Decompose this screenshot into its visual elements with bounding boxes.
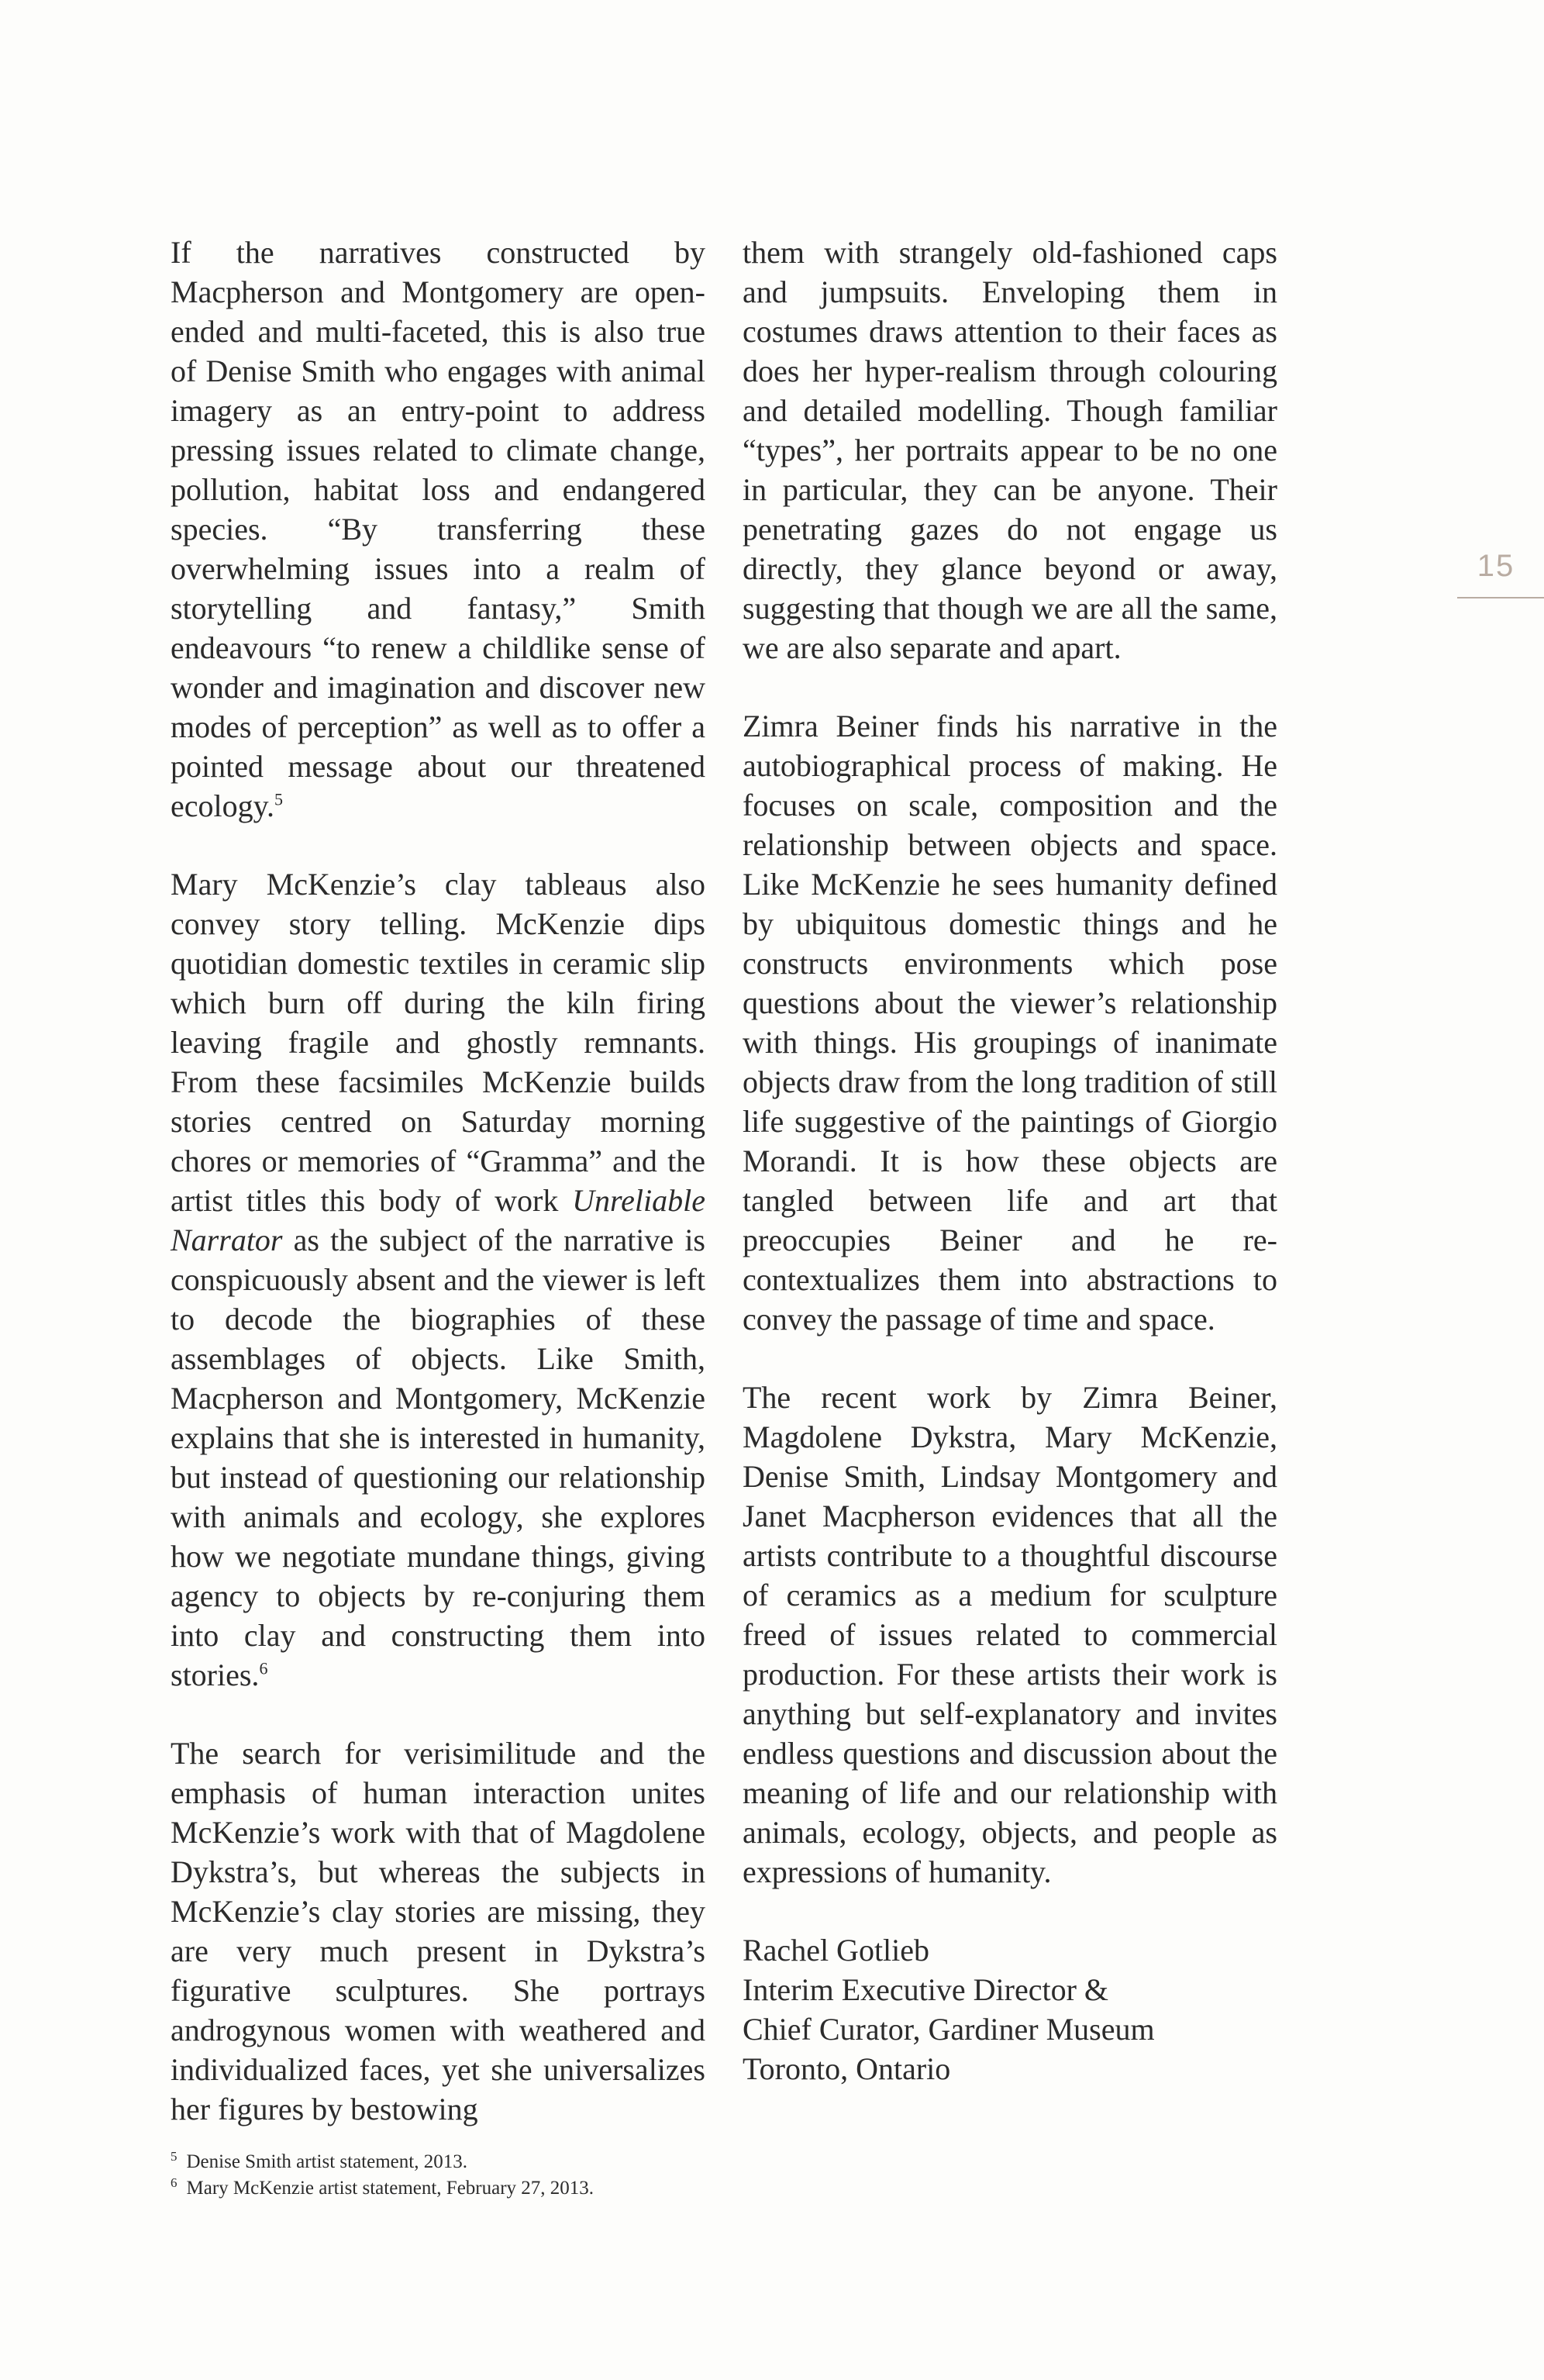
footnote-text: Denise Smith artist statement, 2013.	[186, 2151, 467, 2172]
author-title: Interim Executive Director &	[743, 1972, 1109, 2007]
footnote-number: 5	[171, 2148, 177, 2164]
left-column	[171, 233, 705, 2168]
author-title: Chief Curator, Gardiner Museum	[743, 2012, 1155, 2047]
paragraph-text: If the narratives constructed by Macpherson and Montgomery are open-ended and multi-faceted, this is also true of Denise Smith who engages with animal imagery as an entry-point to address pressing issues related to climate change, pollution, habitat loss and endangered species. “By transferring these overwhelming issues into a realm of storytelling and fantasy,” Smith endeavours “to renew a childlike sense of wonder and imagination and discover new modes of perception” as well as to offer a pointed message about our threatened ecology.	[171, 235, 705, 823]
right-column	[743, 233, 1277, 2089]
page-number: 15	[1477, 549, 1515, 583]
footnotes	[171, 2149, 868, 2202]
page-number-rule	[1457, 597, 1544, 598]
footnote-number: 6	[171, 2175, 177, 2190]
footnote	[171, 2149, 868, 2175]
footnote-ref: 6	[259, 1658, 268, 1678]
paragraph-dykstra: The search for verisimilitude and the emphasis of human interaction unites McKenzie’s work with that of Magdolene Dykstra’s, but whereas the subjects in McKenzie’s clay stories are missing, they are very much present in Dykstra’s figurative sculptures. She portrays androgynous women with weathered and individualized faces, yet she universalizes her figures by bestowing	[171, 1736, 705, 2126]
author-name: Rachel Gotlieb	[743, 1933, 930, 1968]
footnote-ref: 5	[274, 789, 284, 809]
paragraph-smith	[171, 233, 705, 826]
paragraph-conclusion: The recent work by Zimra Beiner, Magdolene Dykstra, Mary McKenzie, Denise Smith, Lindsay Montgomery and Janet Macpherson evidences that all the artists contribute to a thoughtful discourse of ceramics as a medium for sculpture freed of issues related to commercial production. For these artists their work is anything but self-explanatory and invites endless questions and discussion about the meaning of life and our relationship with animals, ecology, objects, and people as expressions of humanity.	[743, 1380, 1277, 1889]
footnote	[171, 2175, 868, 2202]
work-title: Unreliable Narrator	[171, 1183, 705, 1257]
paragraph-mckenzie	[171, 864, 705, 1695]
author-signature	[743, 1930, 1277, 2089]
paragraph-beiner: Zimra Beiner finds his narrative in the autobiographical process of making. He focuses on scale, composition and the relationship between objects and space. Like McKenzie he sees humanity defined by ubiquitous domestic things and he constructs environments which pose questions about the viewer’s relationship with things. His groupings of inanimate objects draw from the long tradition of still life suggestive of the paintings of Giorgio Morandi. It is how these objects are tangled between life and art that preoccupies Beiner and he re-contextualizes them into abstractions to convey the passage of time and space.	[743, 709, 1277, 1337]
paragraph-dykstra-cont: them with strangely old-fashioned caps and jumpsuits. Enveloping them in costumes draws attention to their faces as does her hyper-realism through colouring and detailed modelling. Though familiar “types”, her portraits appear to be no one in particular, they can be anyone. Their penetrating gazes do not engage us directly, they glance beyond or away, suggesting that though we are all the same, we are also separate and apart.	[743, 235, 1277, 665]
paragraph-text: as the subject of the narrative is conspicuously absent and the viewer is left to decode the biographies of these assemblages of objects. Like Smith, Macpherson and Montgomery, McKenzie explains that she is interested in humanity, but instead of questioning our relationship with animals and ecology, she explores how we negotiate mundane things, giving agency to objects by re-conjuring them into clay and constructing them into stories.	[171, 1223, 705, 1692]
paragraph-text: Mary McKenzie’s clay tableaus also convey story telling. McKenzie dips quotidian domestic textiles in ceramic slip which burn off during the kiln firing leaving fragile and ghostly remnants. From these facsimiles McKenzie builds stories centred on Saturday morning chores or memories of “Gramma” and the artist titles this body of work	[171, 867, 705, 1218]
author-location: Toronto, Ontario	[743, 2051, 951, 2086]
footnote-text: Mary McKenzie artist statement, February 27, 2013.	[186, 2178, 595, 2199]
